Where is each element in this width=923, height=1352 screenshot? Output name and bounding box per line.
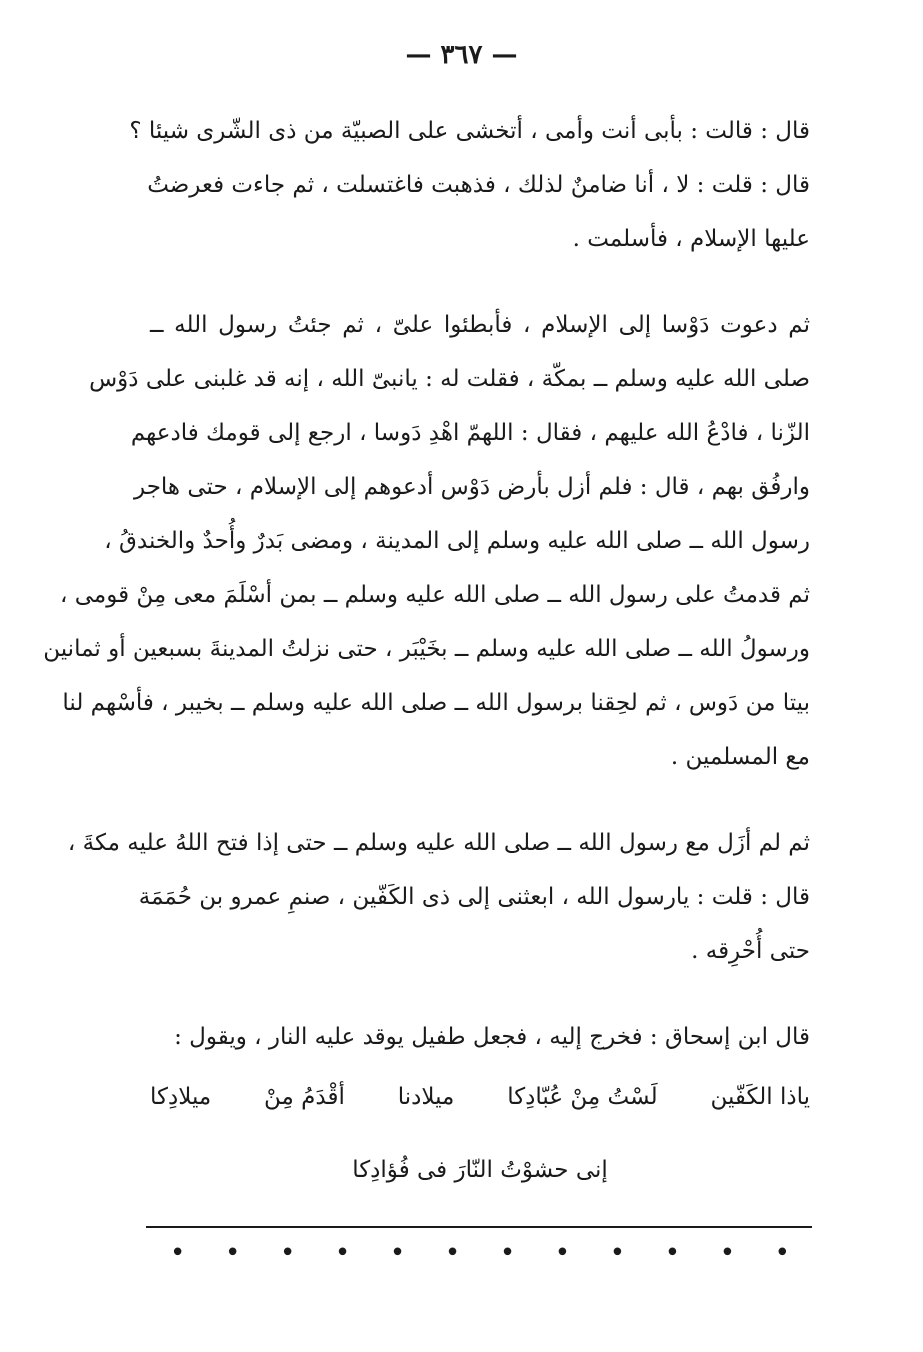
footer-dot: • bbox=[774, 1238, 790, 1268]
text-line: مع المسلمين . bbox=[670, 744, 810, 770]
poem-verse-2: إنى حشوْتُ النّارَ فى فُؤادِكا bbox=[352, 1157, 608, 1183]
page-number: — ٣٦٧ — bbox=[405, 40, 518, 70]
paragraph-1 bbox=[129, 104, 810, 266]
text-line: قال : قلت : يارسول الله ، ابعثنى إلى ذى الكَفّين ، صنمِ عمرو بن حُمَمَة bbox=[138, 884, 810, 910]
text-line: رسول الله ــ صلى الله عليه وسلم إلى المدينة ، ومضى بَدرٌ وأُحدٌ والخندقُ ، bbox=[104, 528, 810, 554]
text-line: قال ابن إسحاق : فخرج إليه ، فجعل طفيل يوقد عليه النار ، ويقول : bbox=[174, 1024, 810, 1050]
text-line: بيتا من دَوس ، ثم لحِقنا برسول الله ــ صلى الله عليه وسلم ــ بخيبر ، فأسْهم لنا bbox=[62, 690, 810, 716]
footer-divider bbox=[146, 1226, 812, 1228]
text-line: ثم دعوت دَوْسا إلى الإسلام ، فأبطئوا علىّ ، ثم جئتُ رسول الله ــ bbox=[150, 312, 810, 338]
footer-dot: • bbox=[609, 1238, 626, 1268]
footer-dot: • bbox=[444, 1238, 461, 1268]
footer-dot: • bbox=[499, 1238, 516, 1268]
paragraph-3 bbox=[67, 816, 810, 978]
text-line: عليها الإسلام ، فأسلمت . bbox=[572, 226, 810, 252]
footer-dots bbox=[170, 1240, 790, 1266]
footer-dot: • bbox=[389, 1238, 406, 1268]
text-line: حتى أُحْرِقه . bbox=[691, 938, 810, 964]
paragraph-4 bbox=[150, 1010, 810, 1064]
footer-dot: • bbox=[224, 1238, 241, 1268]
poem-hemistich-part: ميلادِكا bbox=[150, 1084, 212, 1110]
poem-hemistich-part: لَسْتُ مِنْ عُبّادِكا bbox=[507, 1084, 658, 1110]
poem-verse-1 bbox=[150, 1070, 810, 1124]
footer-dot: • bbox=[554, 1238, 571, 1268]
poem-hemistich-part: ياذا الكَفّين bbox=[710, 1084, 810, 1110]
text-line: ثم قدمتُ على رسول الله ــ صلى الله عليه وسلم ــ بمن أسْلَمَ معى مِنْ قومى ، bbox=[60, 582, 810, 608]
footer-dot: • bbox=[334, 1238, 351, 1268]
text-line: صلى الله عليه وسلم ــ بمكّة ، فقلت له : يانبىّ الله ، إنه قد غلبنى على دَوْس bbox=[89, 366, 810, 392]
paragraph-2 bbox=[43, 298, 810, 784]
text-line: قال : قلت : لا ، أنا ضامنٌ لذلك ، فذهبت فاغتسلت ، ثم جاءت فعرضتُ bbox=[147, 172, 810, 198]
text-line: ورسولُ الله ــ صلى الله عليه وسلم ــ بخَيْبَر ، حتى نزلتُ المدينةَ بسبعين أو ثمانين bbox=[43, 636, 810, 662]
text-line: الزّنا ، فادْعُ الله عليهم ، فقال : اللهمّ اهْدِ دَوسا ، ارجع إلى قومك فادعهم bbox=[130, 420, 810, 446]
text-line: ثم لم أزَل مع رسول الله ــ صلى الله عليه وسلم ــ حتى إذا فتح اللهُ عليه مكةَ ، bbox=[67, 830, 810, 856]
footer-dot: • bbox=[719, 1238, 736, 1268]
footer-dot: • bbox=[170, 1238, 186, 1268]
poem-hemistich-part: ميلادنا bbox=[397, 1084, 455, 1110]
poem-hemistich-part: أقْدَمُ مِنْ bbox=[264, 1084, 345, 1110]
footer-dot: • bbox=[664, 1238, 681, 1268]
text-line: وارفُق بهم ، قال : فلم أزل بأرض دَوْس أدعوهم إلى الإسلام ، حتى هاجر bbox=[134, 474, 810, 500]
text-line: قال : قالت : بأبى أنت وأمى ، أتخشى على الصبيّة من ذى الشّرى شيئا ؟ bbox=[129, 118, 810, 144]
footer-dot: • bbox=[279, 1238, 296, 1268]
